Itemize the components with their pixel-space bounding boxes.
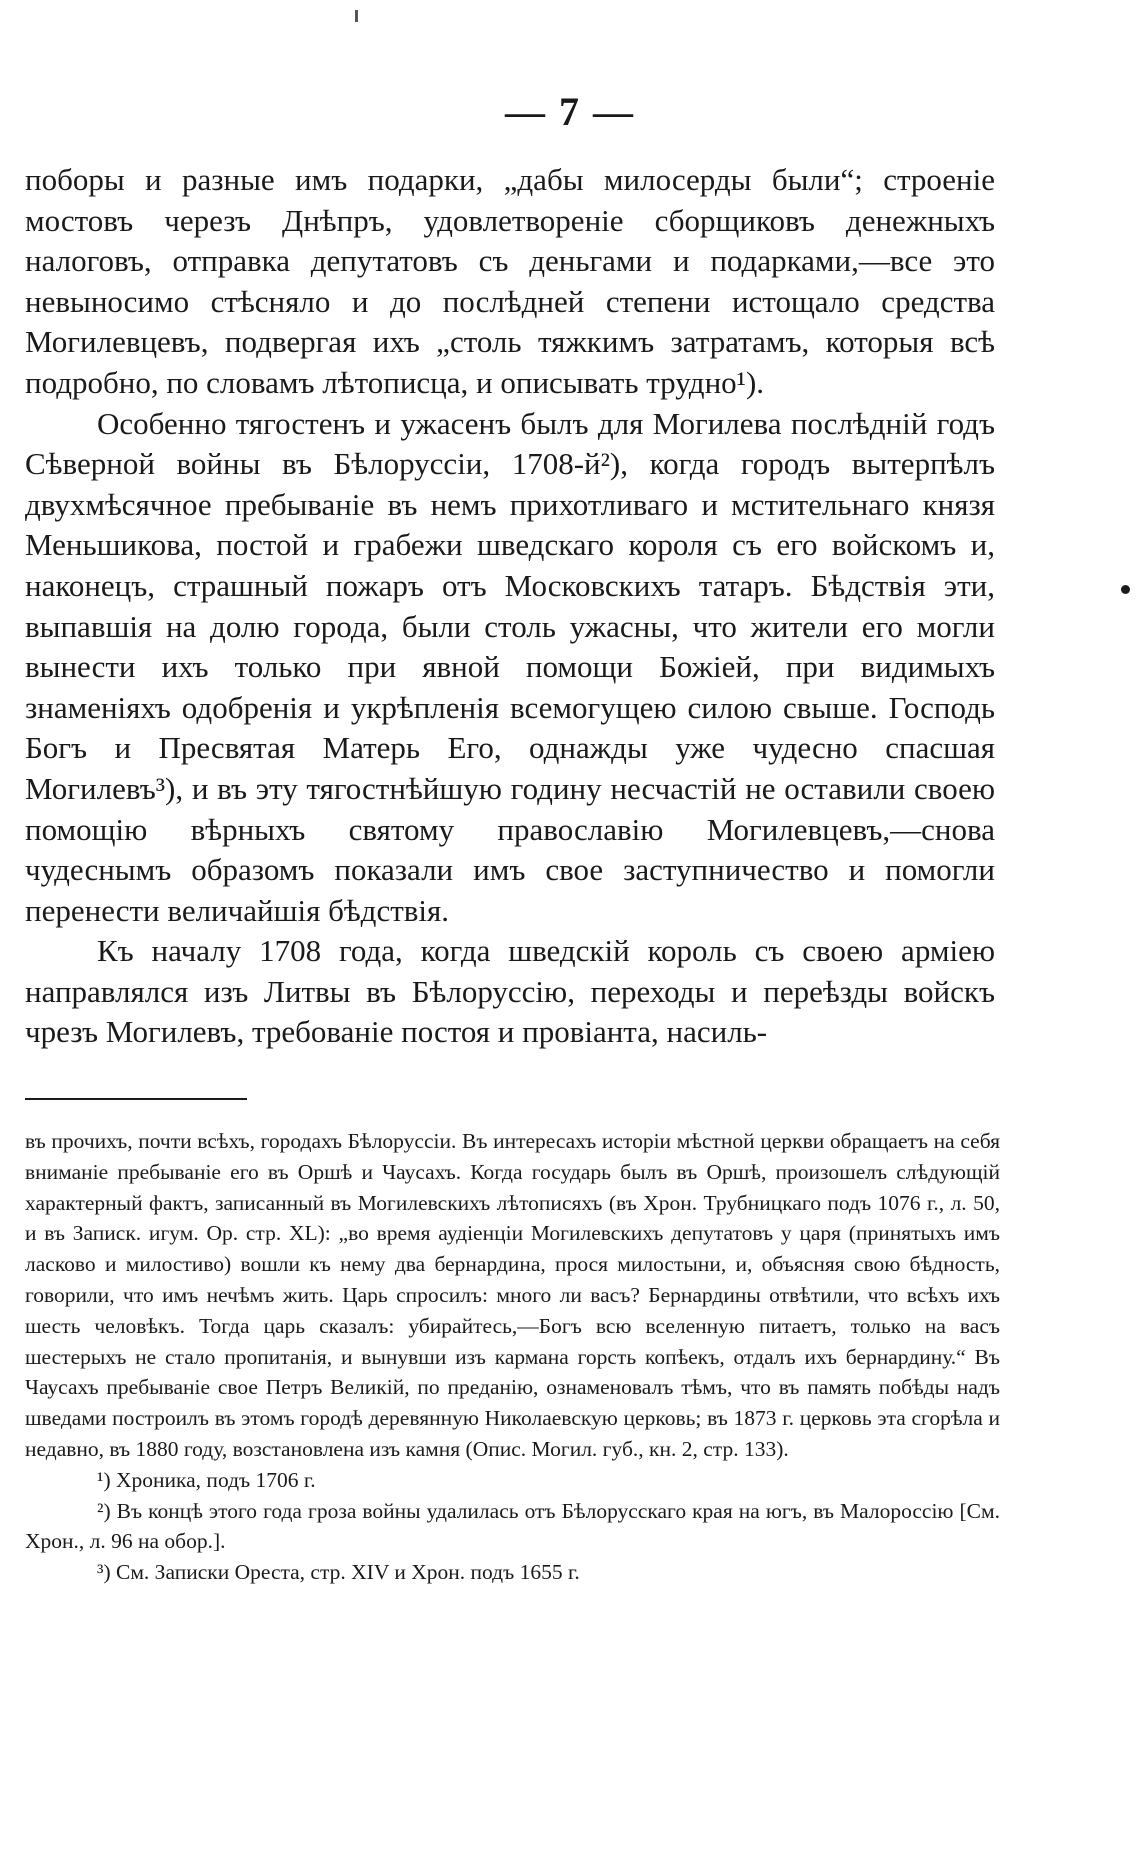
margin-dot [1121, 585, 1130, 594]
footnote-separator [25, 1098, 247, 1100]
main-text [25, 160, 995, 1053]
paragraph-1: поборы и разные имъ подарки, „дабы милосерды были“; строеніе мостовъ черезъ Днѣпръ, удовлетвореніе сборщиковъ денежныхъ налоговъ, отправка депутатовъ съ деньгами и подарками,—все это невыносимо стѣсняло и до послѣдней степени истощало средства Могилевцевъ, подвергая ихъ „столь тяжкимъ затратамъ, которыя всѣ подробно, по словамъ лѣтописца, и описывать трудно¹). [25, 162, 995, 400]
footnotes [25, 1126, 1000, 1588]
page-number: — 7 — [505, 89, 635, 134]
paragraph-3: Къ началу 1708 года, когда шведскій король съ своею арміею направлялся изъ Литвы въ Бѣлоруссію, переходы и переѣзды войскъ чрезъ Могилевъ, требованіе постоя и провіанта, насиль- [25, 933, 995, 1050]
footnote-continuation: въ прочихъ, почти всѣхъ, городахъ Бѣлоруссіи. Въ интересахъ исторіи мѣстной церкви обращаетъ на себя вниманіе пребываніе его въ Оршѣ и Чаусахъ. Когда государь былъ въ Оршѣ, произошелъ слѣдующій характерный фактъ, записанный въ Могилевскихъ лѣтописяхъ (въ Хрон. Трубницкаго подъ 1076 г., л. 50, и въ Записк. игум. Ор. стр. XL): „во время аудіенціи Могилевскихъ депутатовъ у царя (принятыхъ имъ ласково и милостиво) вошли къ нему два бернардина, прося милостыни, и, объясняя свою бѣдность, говорили, что имъ нечѣмъ жить. Царь спросилъ: много ли васъ? Бернардины отвѣтили, что всѣхъ ихъ шесть человѣкъ. Тогда царь сказалъ: убирайтесь,—Богъ всю вселенную питаетъ, только на васъ шестерыхъ не стало пропитанія, и вынувши изъ кармана горсть копѣекъ, отдалъ ихъ бернардину.“ Въ Чаусахъ пребываніе свое Петръ Великій, по преданію, ознаменовалъ тѣмъ, что въ память побѣды надъ шведами построилъ въ этомъ городѣ деревянную Николаевскую церковь; въ 1873 г. церковь эта сгорѣла и недавно, въ 1880 году, возстановлена изъ камня (Опис. Могил. губ., кн. 2, стр. 133). [25, 1129, 1000, 1461]
footnote-1: ¹) Хроника, подъ 1706 г. [97, 1467, 316, 1492]
paragraph-2: Особенно тягостенъ и ужасенъ былъ для Могилева послѣдній годъ Сѣверной войны въ Бѣлоруссіи, 1708-й²), когда городъ вытерпѣлъ двухмѣсячное пребываніе въ немъ прихотливаго и мстительнаго князя Меньшикова, постой и грабежи шведскаго короля съ его войскомъ и, наконецъ, страшный пожаръ отъ Московскихъ татаръ. Бѣдствія эти, выпавшія на долю города, были столь ужасны, что жители его могли вынести ихъ только при явной помощи Божіей, при видимыхъ знаменіяхъ одобренія и укрѣпленія всемогущею силою свыше. Господь Богъ и Пресвятая Матерь Его, однажды уже чудесно спасшая Могилевъ³), и въ эту тягостнѣйшую годину несчастій не оставили своею помощію вѣрныхъ святому православію Могилевцевъ,—снова чудеснымъ образомъ показали имъ свое заступничество и помогли перенести величайшія бѣдствія. [25, 405, 995, 928]
footnote-2: ²) Въ концѣ этого года гроза войны удалилась отъ Бѣлорусскаго края на югъ, въ Малороссію [См. Хрон., л. 96 на обор.]. [25, 1498, 1000, 1554]
footnote-3: ³) См. Записки Ореста, стр. XIV и Хрон. подъ 1655 г. [97, 1560, 580, 1585]
print-speck [355, 10, 358, 22]
